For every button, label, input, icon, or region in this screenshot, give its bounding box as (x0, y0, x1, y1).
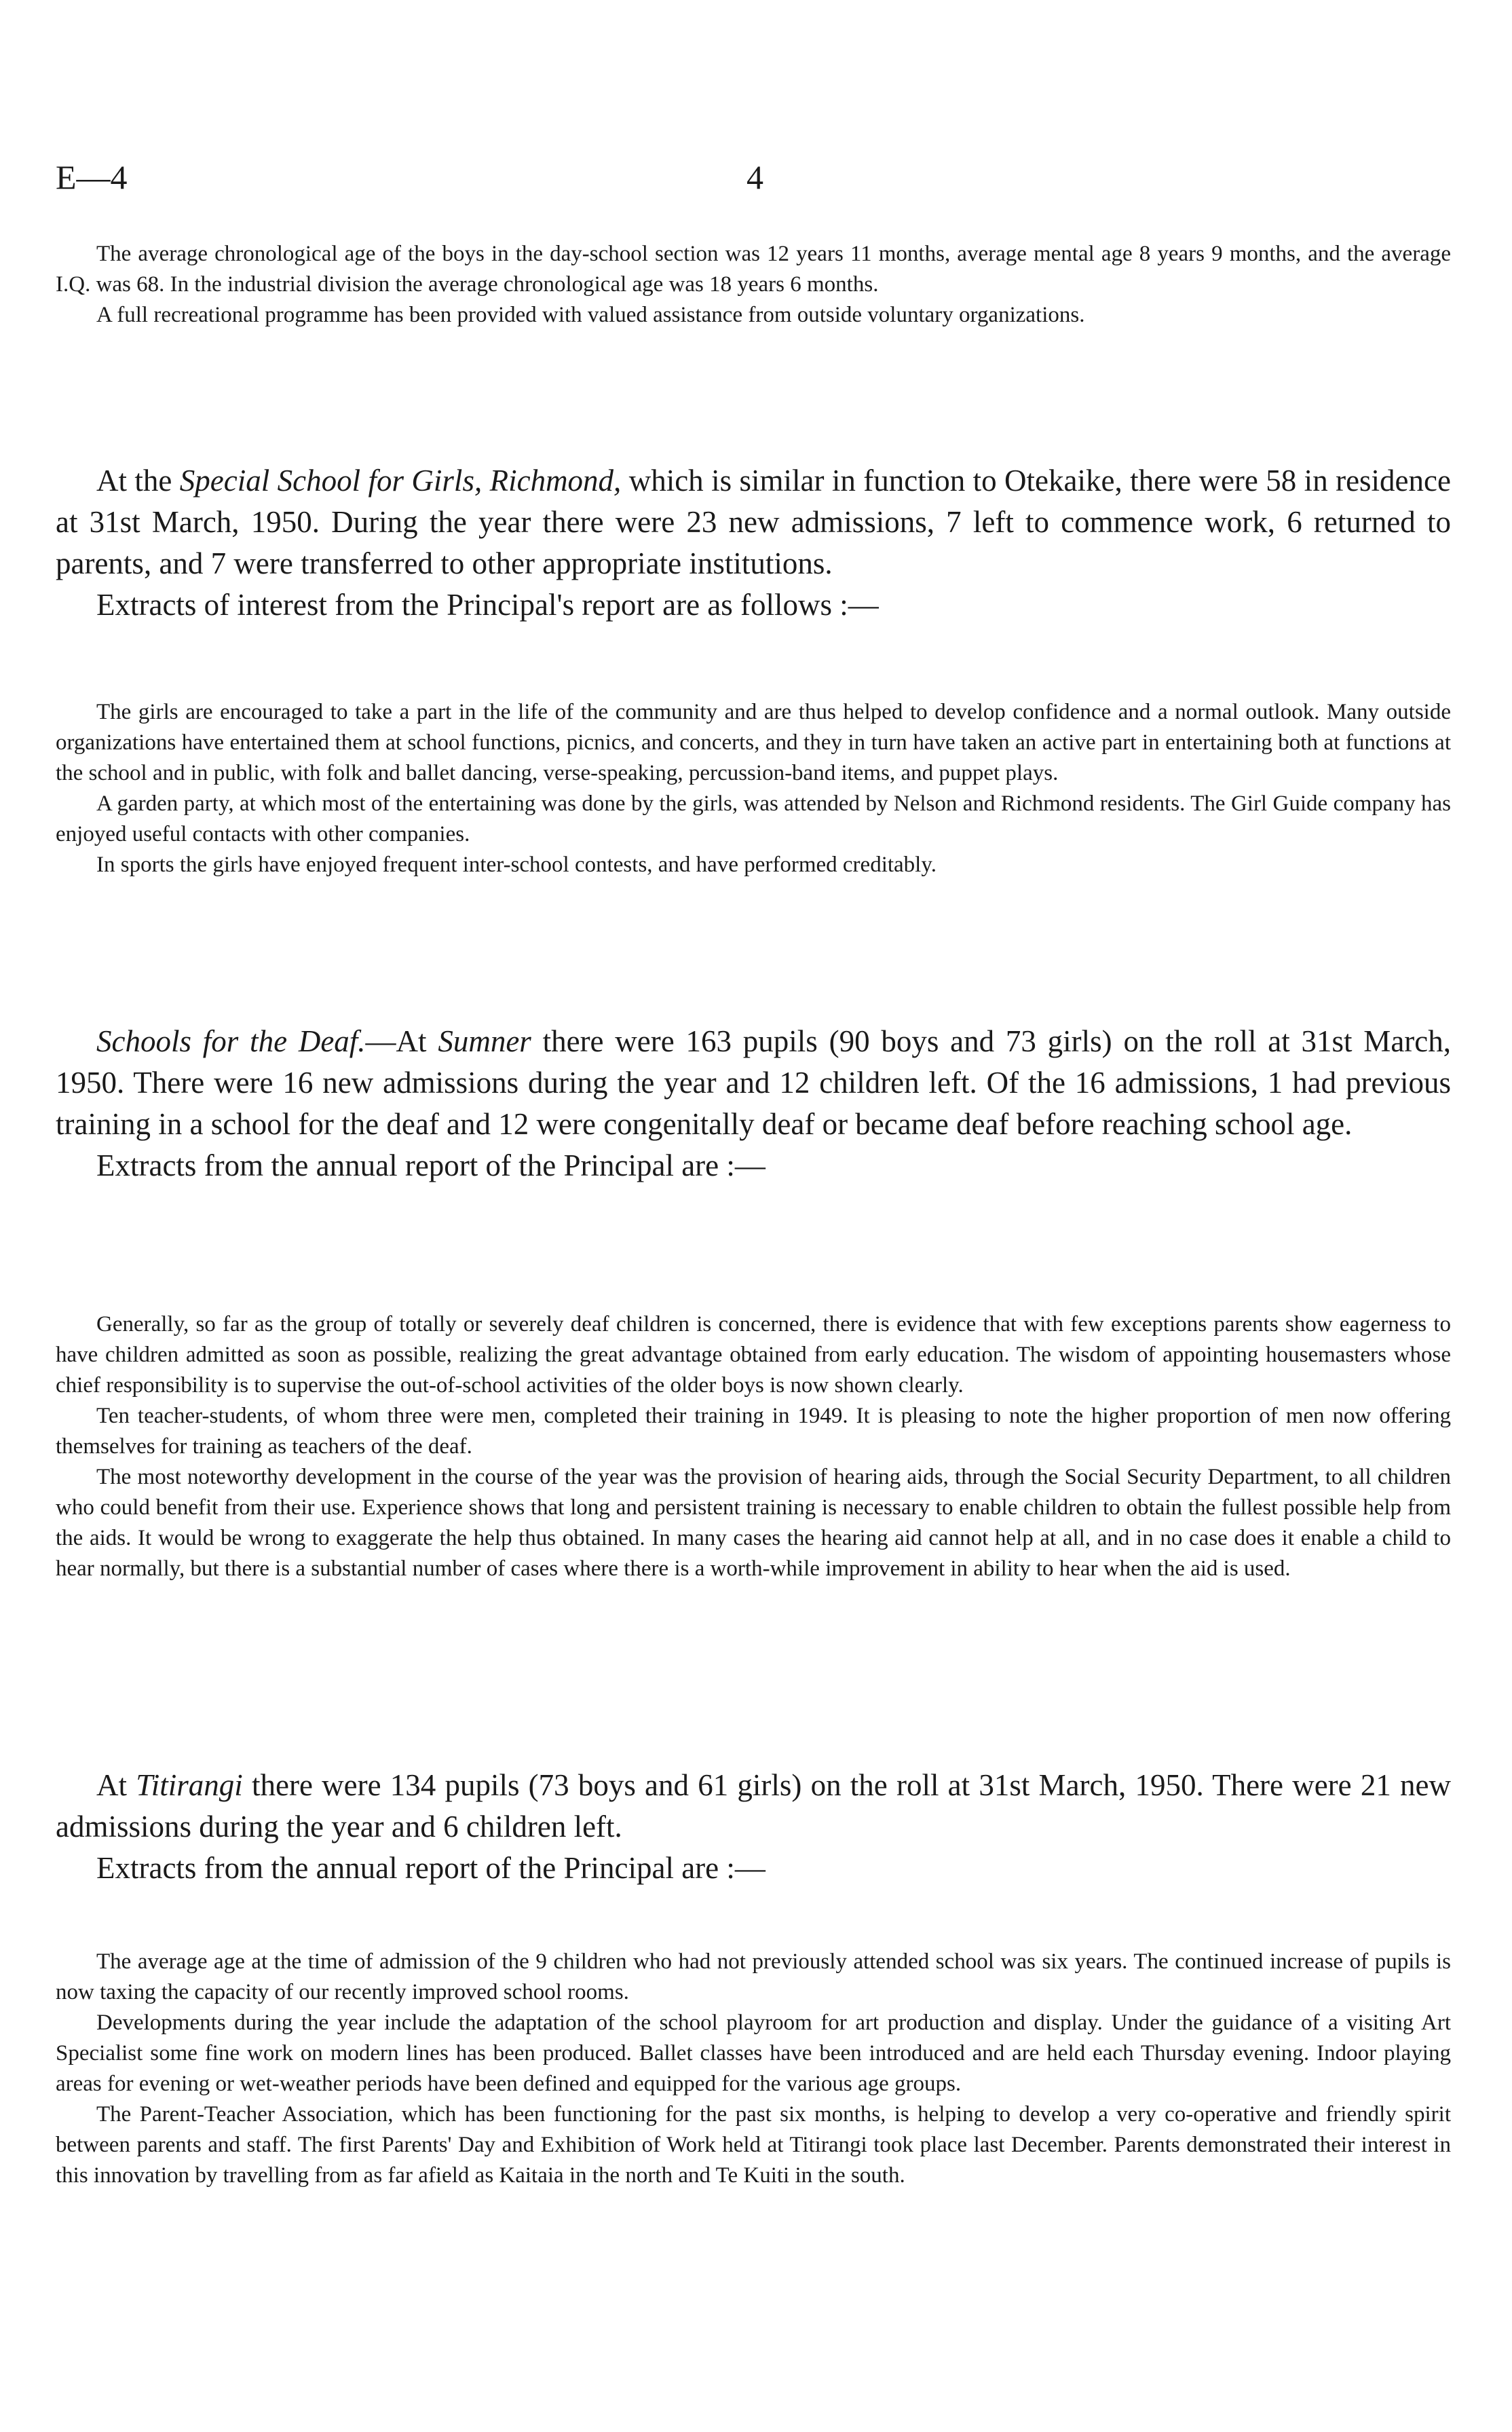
extract-paragraph: The average chronological age of the boys in the day-school section was 12 years 11 months, average mental age 8 years 9 months, and the average I.Q. was 68. In the industrial division the average chronological age was 18 years 6 months. (56, 242, 1451, 297)
richmond-intro: Extracts of interest from the Principal's report are as follows :— (96, 588, 879, 622)
school-name: Sumner (438, 1024, 531, 1058)
titirangi-extract (56, 1947, 1451, 2191)
sumner-intro: Extracts from the annual report of the Principal are :— (96, 1148, 766, 1182)
school-name: Special School for Girls, Richmond, (179, 464, 622, 498)
deaf-schools-section (56, 1021, 1451, 1186)
titirangi-section (56, 1765, 1451, 1889)
otekaike-extract (56, 239, 1451, 331)
richmond-paragraph: At the Special School for Girls, Richmond, which is similar in function to Otekaike, there were 58 in residence at 31st March, 1950. During the year there were 23 new admissions, 7 left to commence work, 6 returned to parents, and 7 were transferred to other appropriate institutions. (56, 464, 1451, 580)
extract-paragraph: A full recreational programme has been provided with valued assistance from outside voluntary organizations. (96, 303, 1085, 327)
document-reference: E—4 (56, 158, 128, 196)
extract-paragraph: The Parent-Teacher Association, which has been functioning for the past six months, is helping to develop a very co-operative and friendly spirit between parents and staff. The first Parents' Day and Exhibition of Work held at Titirangi took place last December. Parents demonstrated their interest in this innovation by travelling from as far afield as Kaitaia in the north and Te Kuiti in the south. (56, 2102, 1451, 2188)
page-header (0, 157, 1512, 198)
extract-paragraph: The most noteworthy development in the course of the year was the provision of hearing aids, through the Social Security Department, to all children who could benefit from their use. Experience shows that long and persistent training is necessary to enable children to obtain the fullest possible help from the aids. It would be wrong to exaggerate the help thus obtained. In many cases the hearing aid cannot help at all, and in no case does it enable a child to hear normally, but there is a substantial number of cases where there is a worth-while improvement in ability to hear when the aid is used. (56, 1465, 1451, 1581)
richmond-extract (56, 697, 1451, 880)
extract-paragraph: The average age at the time of admission of the 9 children who had not previously attended school was six years. The continued increase of pupils is now taxing the capacity of our recently improved school rooms. (56, 1949, 1451, 2004)
titirangi-intro: Extracts from the annual report of the Principal are :— (96, 1851, 766, 1885)
sumner-extract (56, 1309, 1451, 1584)
extract-paragraph: Ten teacher-students, of whom three were men, completed their training in 1949. It is pleasing to note the higher proportion of men now offering themselves for training as teachers of the deaf. (56, 1404, 1451, 1459)
titirangi-paragraph: At Titirangi there were 134 pupils (73 boys and 61 girls) on the roll at 31st March, 1950. There were 21 new admissions during the year and 6 children left. (56, 1768, 1451, 1844)
school-name: Titirangi (136, 1768, 243, 1802)
sumner-paragraph: Schools for the Deaf.—At Sumner there were 163 pupils (90 boys and 73 girls) on the roll at 31st March, 1950. There were 16 new admissions during the year and 12 children left. Of the 16 admissions, 1 had previous training in a school for the deaf and 12 were congenitally deaf or became deaf before reaching school age. (56, 1024, 1451, 1141)
extract-paragraph: Generally, so far as the group of totally or severely deaf children is concerned, there is evidence that with few exceptions parents show eagerness to have children admitted as soon as possible, realizing the great advantage obtained from early education. The wisdom of appointing housemasters whose chief responsibility is to supervise the out-of-school activities of the older boys is now shown clearly. (56, 1312, 1451, 1398)
extract-paragraph: The girls are encouraged to take a part in the life of the community and are thus helped to develop confidence and a normal outlook. Many outside organizations have entertained them at school functions, picnics, and concerts, and they in turn have taken an active part in entertaining both at functions at the school and in public, with folk and ballet dancing, verse-speaking, percussion-band items, and puppet plays. (56, 700, 1451, 785)
extract-paragraph: A garden party, at which most of the entertaining was done by the girls, was attended by Nelson and Richmond residents. The Girl Guide company has enjoyed useful contacts with other companies. (56, 791, 1451, 846)
page-number: 4 (746, 158, 763, 196)
section-heading: Schools for the Deaf. (96, 1024, 366, 1058)
extract-paragraph: Developments during the year include the adaptation of the school playroom for art production and display. Under the guidance of a visiting Art Specialist some fine work on modern lines has been produced. Ballet classes have been introduced and are held each Thursday evening. Indoor playing areas for evening or wet-weather periods have been defined and equipped for the various age groups. (56, 2010, 1451, 2096)
richmond-section (56, 460, 1451, 626)
extract-paragraph: In sports the girls have enjoyed frequent inter-school contests, and have performed creditably. (96, 853, 937, 877)
